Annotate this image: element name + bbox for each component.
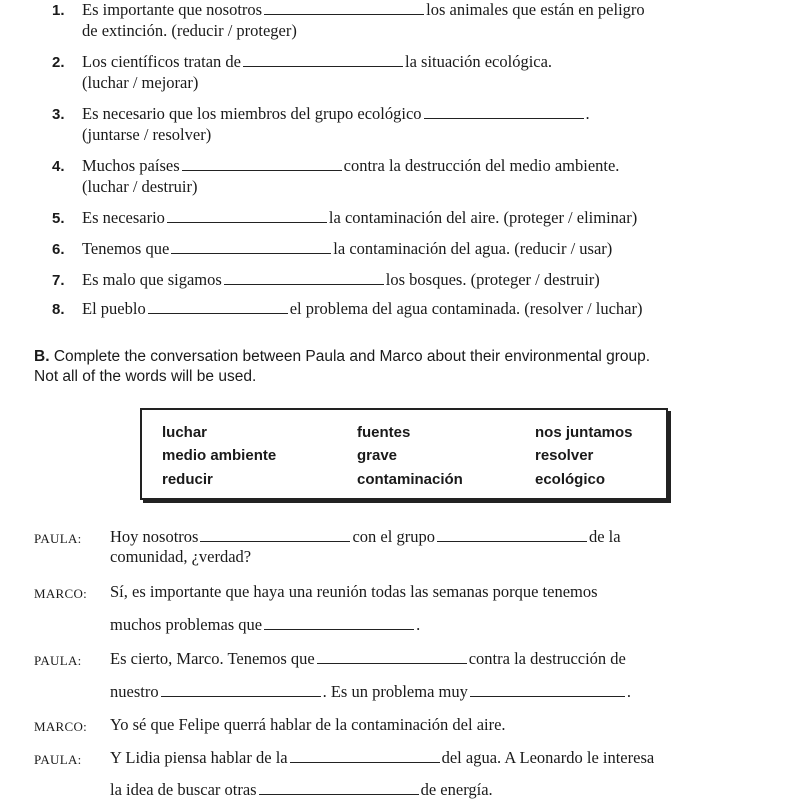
- question-7: [52, 270, 600, 291]
- dialogue-text: Y Lidia piensa hablar de la: [110, 748, 288, 767]
- question-text: Los científicos tratan de: [82, 52, 241, 71]
- question-text: Es malo que sigamos: [82, 270, 222, 289]
- question-text: contra la destrucción del medio ambiente.: [343, 156, 620, 175]
- question-2: [52, 52, 552, 93]
- question-text: la situación ecológica.: [404, 52, 553, 71]
- answer-blank[interactable]: [259, 780, 419, 795]
- question-text: la contaminación del agua. (reducir / usar): [333, 239, 613, 258]
- question-number: 6.: [52, 241, 65, 258]
- dialogue-text: Hoy nosotros: [110, 527, 199, 546]
- speaker-label: MARCO:: [34, 586, 88, 601]
- word-bank-item: reducir: [162, 471, 213, 488]
- question-8: [52, 299, 642, 320]
- answer-blank[interactable]: [148, 299, 288, 314]
- dialogue-text: nuestro: [110, 682, 159, 701]
- answer-blank[interactable]: [317, 649, 467, 664]
- instructions-line: Not all of the words will be used.: [34, 368, 257, 385]
- word-bank-item: medio ambiente: [162, 447, 277, 464]
- dialogue-text: con el grupo: [352, 527, 435, 546]
- dialogue-text: Yo sé que Felipe querrá hablar de la contaminación del aire.: [110, 715, 506, 734]
- answer-blank[interactable]: [243, 52, 403, 67]
- answer-blank[interactable]: [171, 239, 331, 254]
- answer-blank[interactable]: [437, 527, 587, 542]
- question-text: .: [585, 104, 590, 123]
- answer-blank[interactable]: [182, 156, 342, 171]
- word-bank: [140, 408, 668, 500]
- question-text: Es importante que nosotros: [82, 0, 263, 19]
- dialogue-line: [110, 615, 420, 635]
- question-6: [52, 239, 612, 260]
- word-bank-item: nos juntamos: [535, 424, 633, 441]
- word-bank-item: resolver: [535, 447, 594, 464]
- speaker-label: MARCO:: [34, 719, 88, 734]
- dialogue-text: muchos problemas que: [110, 615, 263, 634]
- question-text: Es necesario que los miembros del grupo ecológico: [82, 104, 422, 123]
- question-text: Es necesario: [82, 208, 165, 227]
- answer-blank[interactable]: [200, 527, 350, 542]
- speaker-label: PAULA:: [34, 752, 82, 767]
- instructions-line: Complete the conversation between Paula and Marco about their environmental group.: [53, 348, 651, 365]
- question-5: [52, 208, 637, 229]
- dialogue-text: comunidad, ¿verdad?: [110, 547, 252, 566]
- question-text: los bosques. (proteger / destruir): [385, 270, 600, 289]
- question-hint: (luchar / destruir): [82, 177, 198, 196]
- question-3: [52, 104, 590, 145]
- question-text: Muchos países: [82, 156, 180, 175]
- word-bank-item: grave: [357, 447, 398, 464]
- question-number: 5.: [52, 210, 65, 227]
- section-b-instructions: [34, 347, 774, 387]
- word-bank-item: ecológico: [535, 471, 606, 488]
- question-number: 7.: [52, 272, 65, 289]
- answer-blank[interactable]: [161, 682, 321, 697]
- answer-blank[interactable]: [290, 748, 440, 763]
- question-text: los animales que están en peligro: [426, 0, 645, 19]
- dialogue-text: . Es un problema muy: [322, 682, 468, 701]
- question-number: 1.: [52, 2, 65, 19]
- word-bank-item: fuentes: [357, 424, 411, 441]
- dialogue-text: la idea de buscar otras: [110, 780, 257, 799]
- question-text: el problema del agua contaminada. (resolver / luchar): [289, 299, 643, 318]
- question-number: 2.: [52, 54, 65, 71]
- dialogue-text: .: [626, 682, 631, 701]
- question-text: Tenemos que: [82, 239, 170, 258]
- question-hint: (luchar / mejorar): [82, 73, 199, 92]
- answer-blank[interactable]: [264, 615, 414, 630]
- dialogue-text: de energía.: [420, 780, 493, 799]
- speaker-label: PAULA:: [34, 653, 82, 668]
- question-number: 4.: [52, 158, 65, 175]
- question-4: [52, 156, 619, 197]
- dialogue-text: .: [416, 615, 421, 634]
- answer-blank[interactable]: [224, 270, 384, 285]
- dialogue-text: Es cierto, Marco. Tenemos que: [110, 649, 315, 668]
- dialogue-text: contra la destrucción de: [468, 649, 626, 668]
- question-text: la contaminación del aire. (proteger / eliminar): [328, 208, 638, 227]
- answer-blank[interactable]: [264, 0, 424, 15]
- dialogue-line: [110, 682, 631, 702]
- dialogue-line: [110, 780, 493, 800]
- question-hint: (juntarse / resolver): [82, 125, 212, 144]
- dialogue-text: de la: [588, 527, 621, 546]
- question-number: 8.: [52, 301, 65, 318]
- question-1: [52, 0, 645, 41]
- question-hint: de extinción. (reducir / proteger): [82, 21, 297, 40]
- answer-blank[interactable]: [424, 104, 584, 119]
- question-number: 3.: [52, 106, 65, 123]
- section-letter: B.: [34, 348, 50, 365]
- dialogue-text: Sí, es importante que haya una reunión todas las semanas porque tenemos: [110, 582, 598, 601]
- dialogue-text: del agua. A Leonardo le interesa: [441, 748, 655, 767]
- word-bank-item: luchar: [162, 424, 208, 441]
- word-bank-item: contaminación: [357, 471, 463, 488]
- answer-blank[interactable]: [470, 682, 625, 697]
- answer-blank[interactable]: [167, 208, 327, 223]
- question-text: El pueblo: [82, 299, 146, 318]
- speaker-label: PAULA:: [34, 531, 82, 546]
